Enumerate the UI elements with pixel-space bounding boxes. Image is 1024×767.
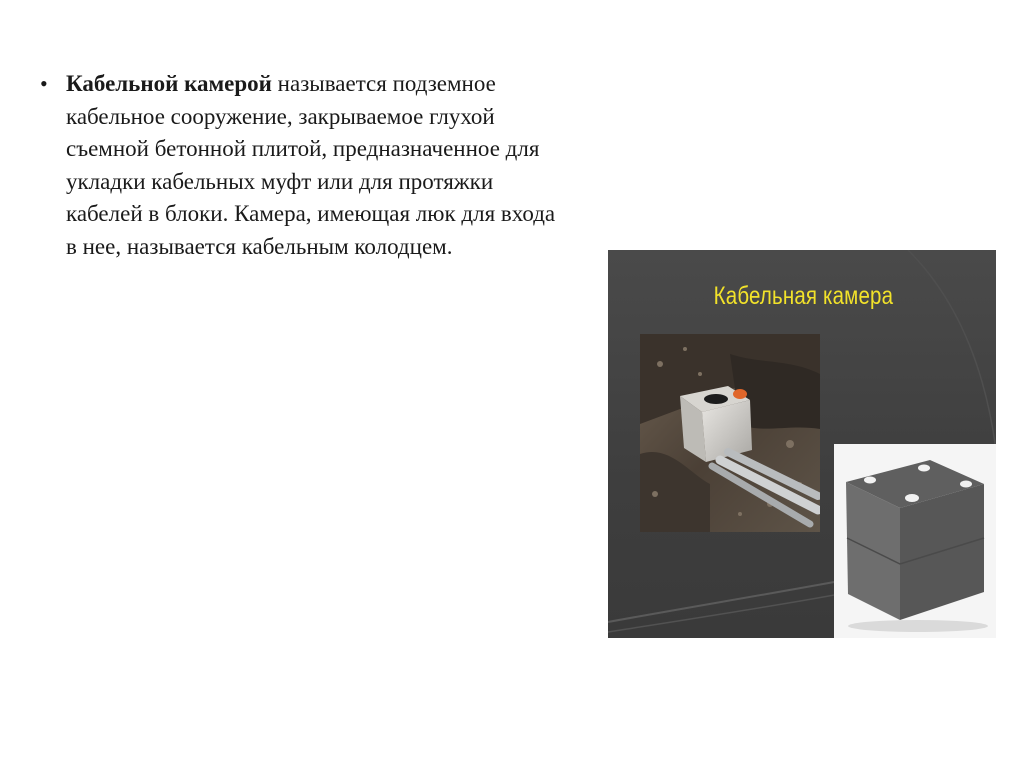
bullet-point: • xyxy=(40,71,48,96)
bullet-list-item xyxy=(40,68,580,263)
cable-chamber-illustration xyxy=(608,250,996,638)
excavation-photo xyxy=(640,334,820,532)
chamber-block-render xyxy=(834,444,996,638)
definition-paragraph xyxy=(66,68,566,263)
picture-title: Кабельная камера xyxy=(713,282,894,310)
definition-text: называется подземное кабельное сооружение, закрываемое глухой съемной бетонной плитой, предназначенное для укладки кабельных муфт или для протяжки кабелей в блоки. Камера, имеющая люк для входа в нее, называется кабельным колодцем. xyxy=(66,71,556,259)
defined-term: Кабельной камерой xyxy=(66,71,272,96)
